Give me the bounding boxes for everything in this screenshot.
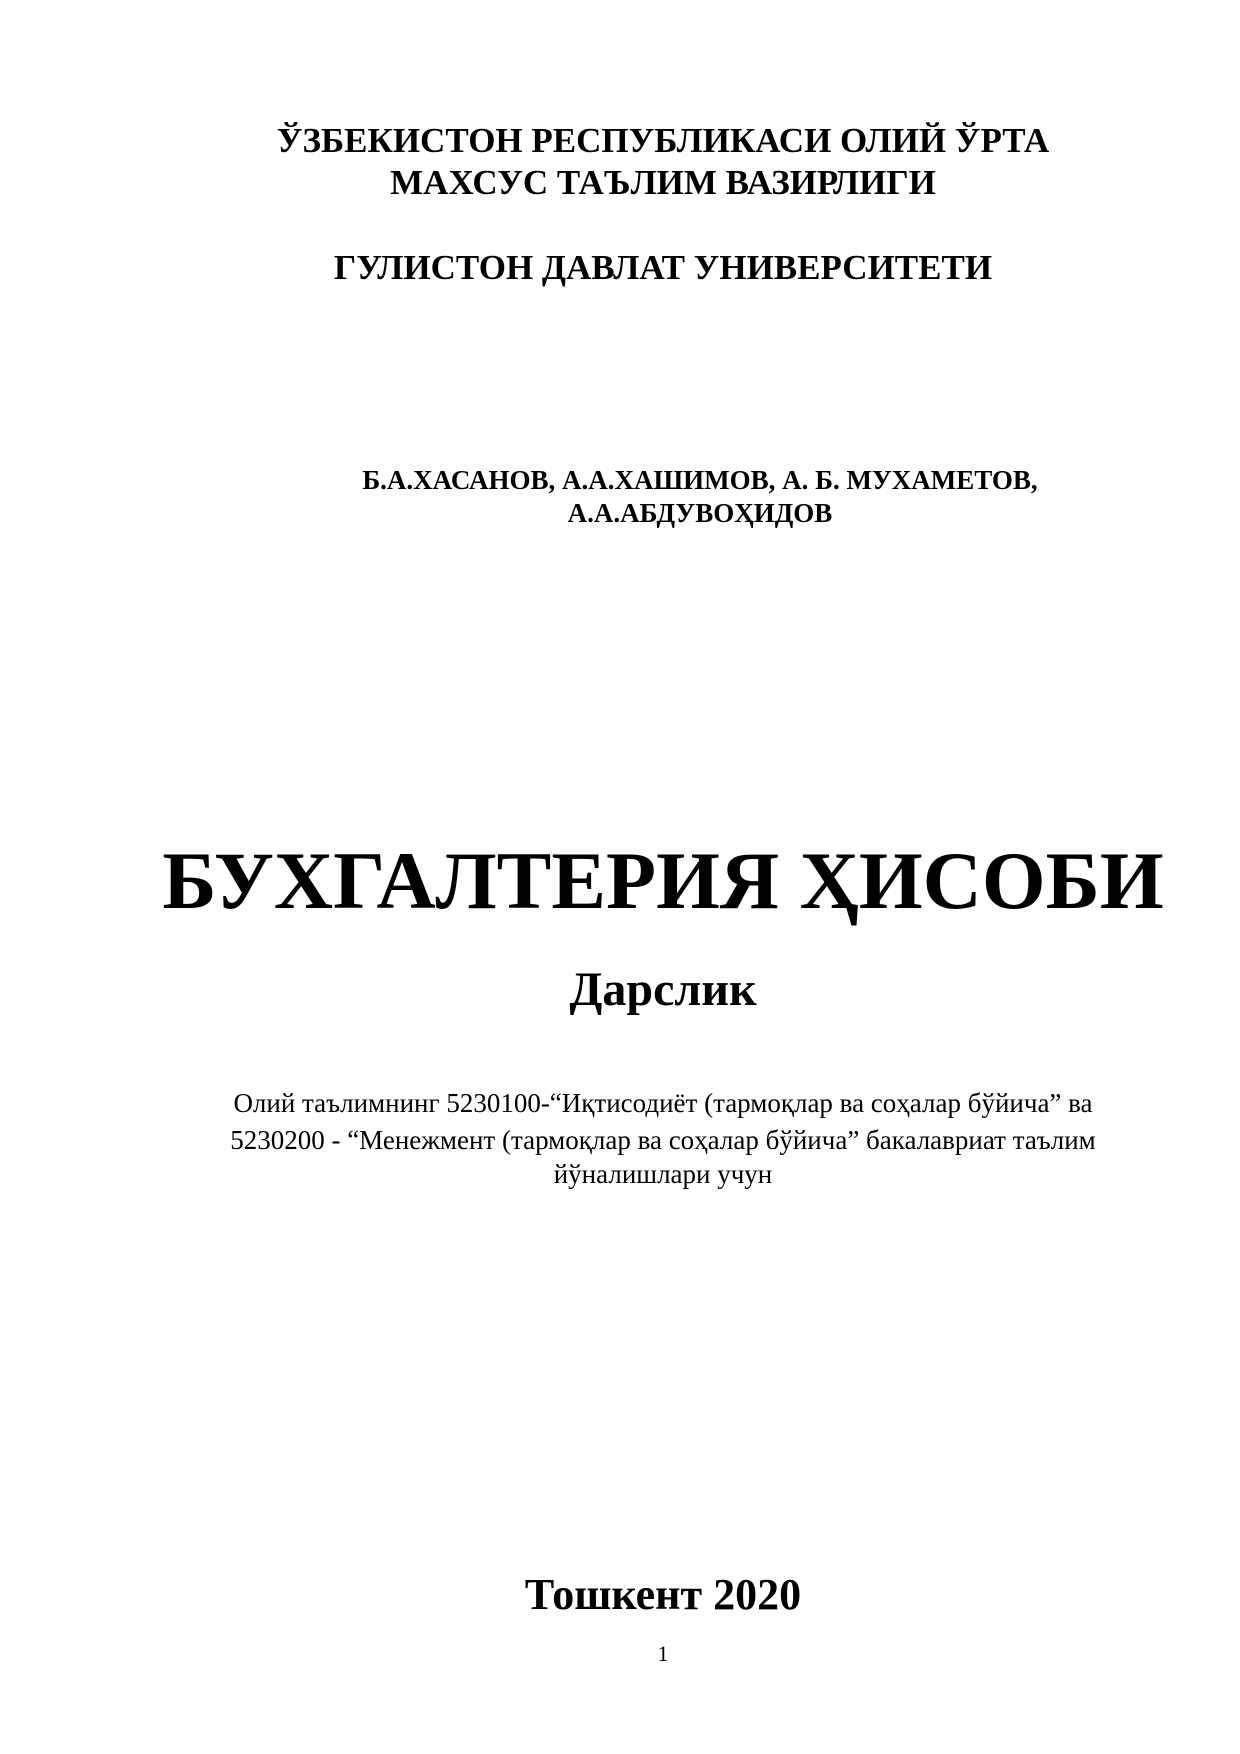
city-year: Тошкент 2020 <box>524 1570 802 1619</box>
ministry-line-1: ЎЗБЕКИСТОН РЕСПУБЛИКАСИ ОЛИЙ ЎРТА <box>276 121 1050 160</box>
page-number: 1 <box>657 1641 669 1666</box>
purpose-line-2: 5230200 - “Менежмент (тармоқлар ва соҳалар бўйича” бакалавриат таълим <box>230 1125 1096 1155</box>
purpose-line-3: йўналишлари учун <box>553 1159 773 1189</box>
ministry-line-2: МАХСУС ТАЪЛИМ ВАЗИРЛИГИ <box>390 163 936 202</box>
authors-line-2: А.А.АБДУВОҲИДОВ <box>567 498 833 528</box>
purpose-line-1: Олий таълимнинг 5230100-“Иқтисодиёт (тармоқлар ва соҳалар бўйича” ва <box>233 1088 1093 1118</box>
book-subtitle: Дарслик <box>569 963 757 1016</box>
book-title: БУХГАЛТЕРИЯ ҲИСОБИ <box>162 835 1164 926</box>
authors-line-1: Б.А.ХАСАНОВ, А.А.ХАШИМОВ, А. Б. МУХАМЕТОВ, <box>362 465 1038 495</box>
university-name: ГУЛИСТОН ДАВЛАТ УНИВЕРСИТЕТИ <box>333 248 993 287</box>
